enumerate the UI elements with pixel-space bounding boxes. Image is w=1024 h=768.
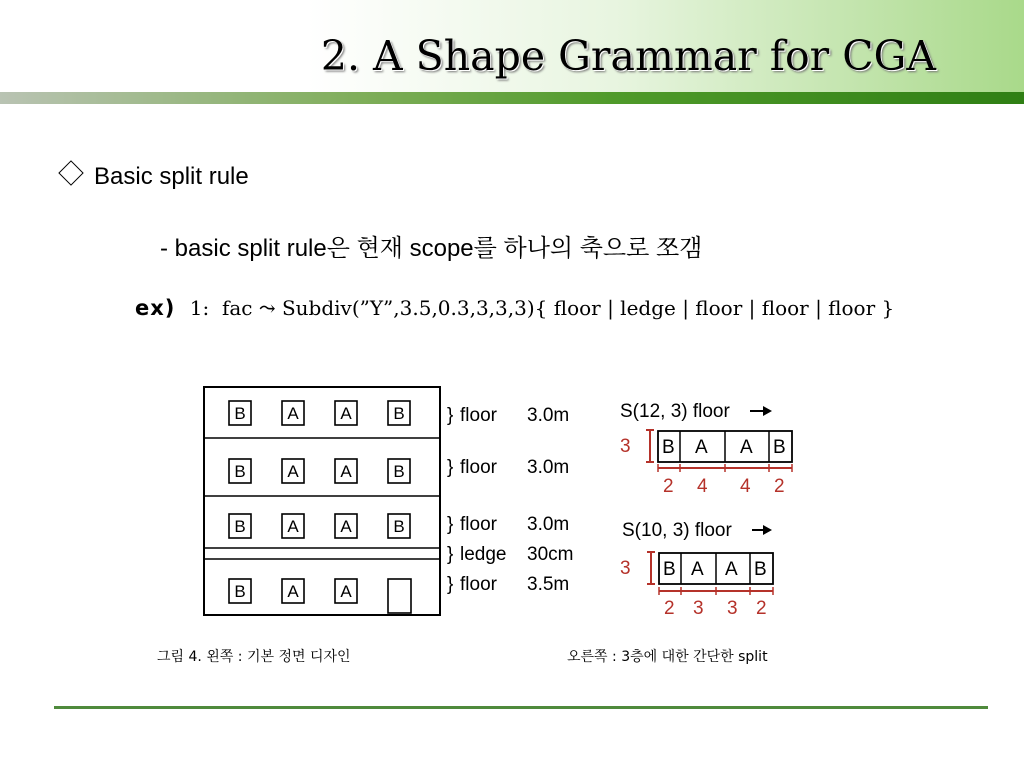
row-size: 3.5m xyxy=(527,574,570,595)
footer-line xyxy=(54,706,988,709)
window-label: B xyxy=(234,404,246,423)
split-cell: B xyxy=(754,559,767,580)
split-bottom-rule: S(10, 3) floor xyxy=(622,520,732,541)
window-label: B xyxy=(234,517,246,536)
window-label: B xyxy=(393,462,405,481)
row-size: 3.0m xyxy=(527,457,570,478)
split-top-height: 3 xyxy=(620,436,631,457)
split-cell: A xyxy=(691,559,704,580)
split-cell: A xyxy=(725,559,738,580)
slide-title: 2. A Shape Grammar for CGA xyxy=(320,32,936,80)
row-label: floor xyxy=(460,457,497,478)
brace-icon: } xyxy=(447,457,454,478)
facade-windows xyxy=(229,401,410,603)
split-width: 2 xyxy=(663,476,674,497)
arrow-head-icon xyxy=(763,525,772,535)
door xyxy=(388,579,411,613)
window-label: A xyxy=(340,462,352,481)
window-label: B xyxy=(393,404,405,423)
window-label: A xyxy=(340,582,352,601)
split-cell: A xyxy=(740,437,753,458)
bullet-text: Basic split rule xyxy=(94,163,249,190)
sub-bullet-text: - basic split rule은 현재 scope를 하나의 축으로 쪼갬 xyxy=(160,235,703,262)
window-label: B xyxy=(234,462,246,481)
window-label: A xyxy=(340,517,352,536)
arrow-head-icon xyxy=(763,406,772,416)
split-diagram-bottom xyxy=(620,520,773,619)
window-label: B xyxy=(393,517,405,536)
formula-prefix: ex) xyxy=(135,296,176,320)
split-width: 4 xyxy=(740,476,751,497)
window-label: A xyxy=(287,517,299,536)
split-cell: B xyxy=(663,559,676,580)
caption-right: 오른쪽 : 3층에 대한 간단한 split xyxy=(567,649,768,665)
window-label: A xyxy=(287,462,299,481)
row-size: 3.0m xyxy=(527,405,570,426)
row-label: floor xyxy=(460,574,497,595)
split-width: 3 xyxy=(693,598,704,619)
row-label: floor xyxy=(460,514,497,535)
brace-icon: } xyxy=(447,544,454,565)
window-label: B xyxy=(234,582,246,601)
split-cell: A xyxy=(695,437,708,458)
split-width: 2 xyxy=(774,476,785,497)
split-top-rule: S(12, 3) floor xyxy=(620,401,730,422)
facade-diagram xyxy=(204,387,440,615)
formula-rule: fac ⤳ Subdiv(”Y”,3.5,0.3,3,3,3){ floor | ledge | floor | floor | floor } xyxy=(221,296,895,320)
split-width: 2 xyxy=(664,598,675,619)
row-labels xyxy=(447,405,573,595)
split-cell: B xyxy=(773,437,786,458)
row-size: 3.0m xyxy=(527,514,570,535)
brace-icon: } xyxy=(447,574,454,595)
window-label: A xyxy=(340,404,352,423)
row-size: 30cm xyxy=(527,544,574,565)
row-label: ledge xyxy=(460,544,507,565)
row-label: floor xyxy=(460,405,497,426)
split-width: 3 xyxy=(727,598,738,619)
window-label: A xyxy=(287,582,299,601)
formula-number: 1: xyxy=(189,296,210,320)
split-cell: B xyxy=(662,437,675,458)
split-bottom-height: 3 xyxy=(620,558,631,579)
brace-icon: } xyxy=(447,405,454,426)
split-diagram-top xyxy=(620,401,792,497)
caption-left: 그림 4. 왼쪽 : 기본 정면 디자인 xyxy=(157,649,351,665)
split-width: 2 xyxy=(756,598,767,619)
split-width: 4 xyxy=(697,476,708,497)
window-label: A xyxy=(287,404,299,423)
brace-icon: } xyxy=(447,514,454,535)
